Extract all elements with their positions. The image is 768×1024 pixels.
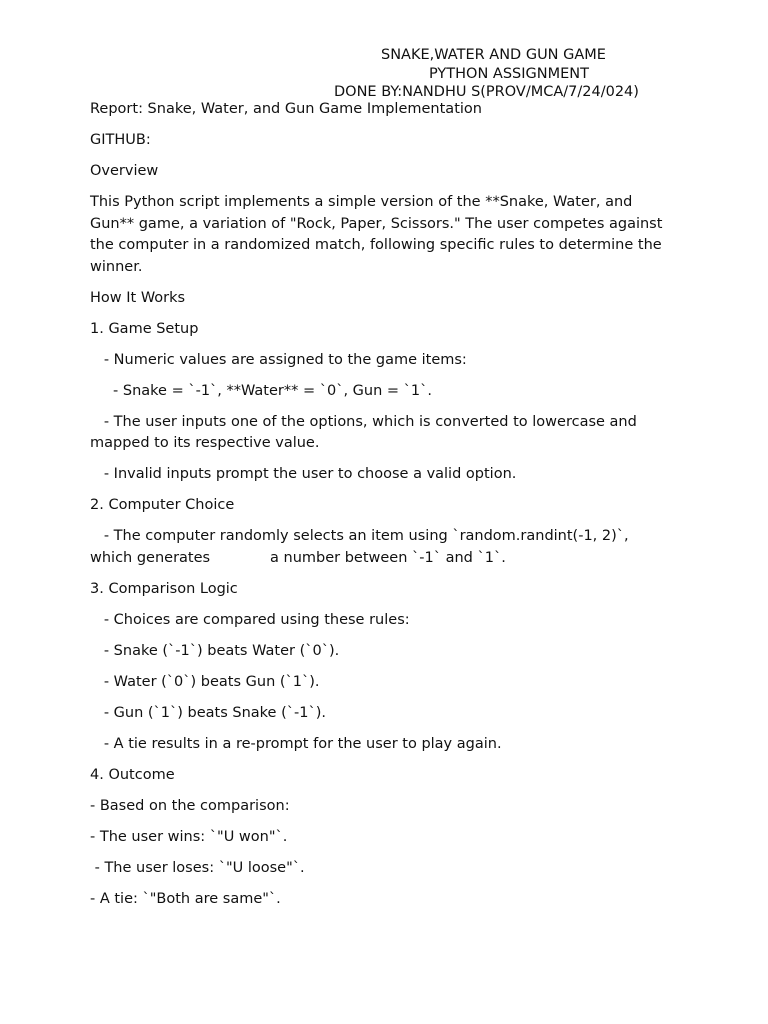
list-item: - The computer randomly selects an item using `random.randint(-1, 2)`, which generates a number between `-1` and `1`. — [90, 528, 634, 566]
doc-author: DONE BY:NANDHU S(PROV/MCA/7/24/024) — [334, 84, 639, 100]
overview-heading: Overview — [90, 163, 159, 179]
github-label: GITHUB: — [90, 132, 151, 148]
list-item: - Snake = `-1`, **Water** = `0`, Gun = `1`. — [90, 382, 433, 399]
list-item: - A tie results in a re-prompt for the user to play again. — [90, 735, 502, 752]
list-item: - Invalid inputs prompt the user to choose a valid option. — [90, 466, 517, 482]
list-item: - Water (`0`) beats Gun (`1`). — [90, 673, 320, 690]
computer-choice-heading: 2. Computer Choice — [90, 497, 235, 513]
doc-subtitle: PYTHON ASSIGNMENT — [429, 66, 589, 82]
list-item: - Choices are compared using these rules: — [90, 611, 410, 628]
list-item: - A tie: `"Both are same"`. — [90, 890, 281, 907]
how-it-works-heading: How It Works — [90, 289, 186, 306]
list-item: - Snake (`-1`) beats Water (`0`). — [90, 642, 340, 659]
overview-paragraph: This Python script implements a simple version of the **Snake, Water, and Gun** game, a variation of "Rock, Paper, Scissors." The user competes against the computer in a randomized match, following specific rules to determine the winner. — [90, 194, 668, 275]
game-setup-heading: 1. Game Setup — [90, 320, 199, 337]
list-item: - The user wins: `"U won"`. — [90, 828, 288, 845]
list-item: - Based on the comparison: — [90, 797, 290, 814]
list-item: - Numeric values are assigned to the game items: — [90, 351, 467, 368]
report-body — [90, 99, 668, 920]
doc-title: SNAKE,WATER AND GUN GAME — [381, 47, 606, 63]
comparison-logic-heading: 3. Comparison Logic — [90, 580, 238, 597]
list-item: - Gun (`1`) beats Snake (`-1`). — [90, 704, 326, 721]
outcome-heading: 4. Outcome — [90, 766, 175, 783]
list-item: - The user inputs one of the options, which is converted to lowercase and mapped to its respective value. — [90, 413, 642, 451]
report-title: Report: Snake, Water, and Gun Game Implementation — [90, 101, 482, 117]
list-item: - The user loses: `"U loose"`. — [90, 859, 305, 876]
